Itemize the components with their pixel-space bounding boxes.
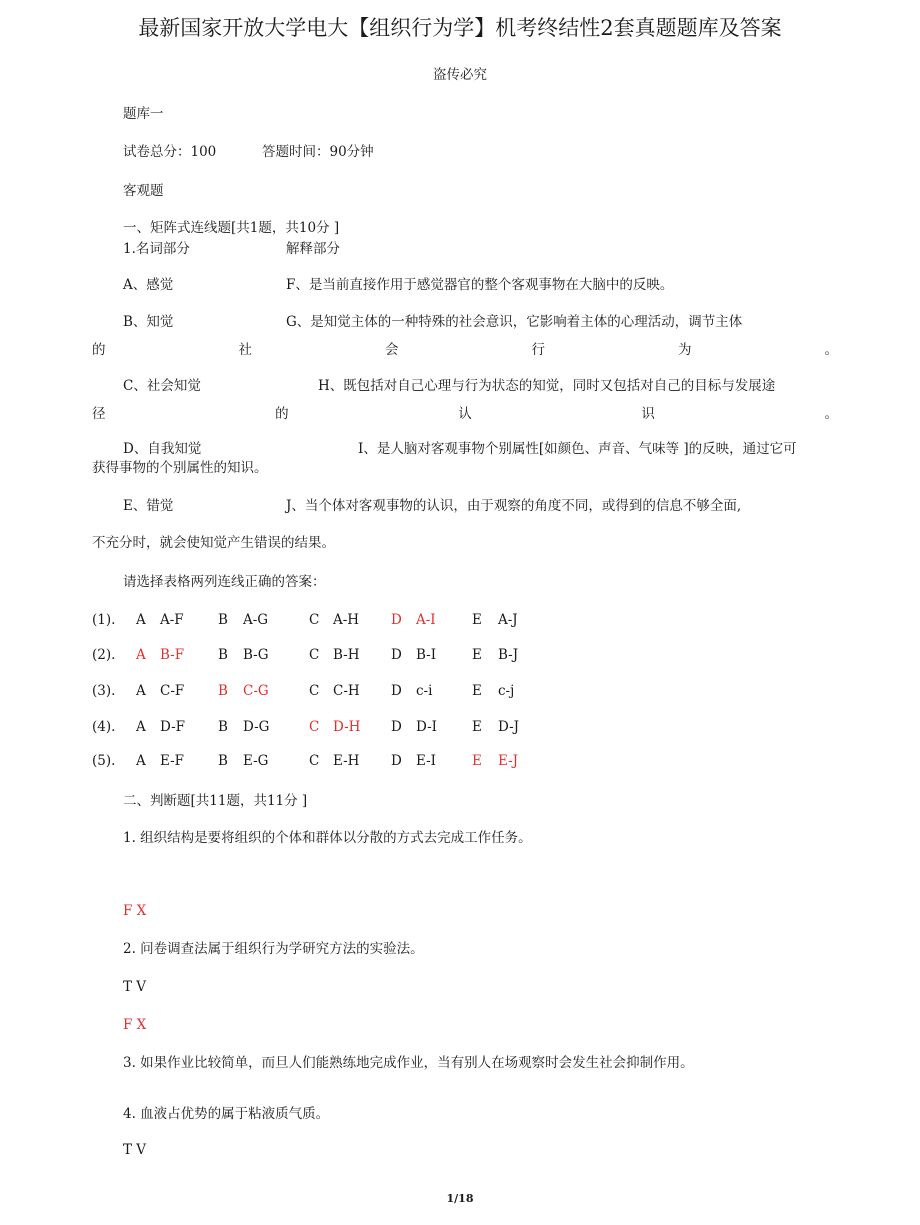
document-title: 最新国家开放大学电大【组织行为学】机考终结性2套真题题库及答案 [138,16,782,40]
column-terms-header: 1.名词部分 [123,241,190,257]
bank-label: 题库一 [123,106,164,122]
answer-option-value: B-H [333,647,360,663]
answer-option-value: A-F [160,612,184,628]
answer-option-letter: B [218,647,228,663]
term-e: E、错觉 [123,498,174,514]
answer-option-letter: B [218,612,228,628]
answer-option-value: E-J [498,753,519,769]
answer-option-value: D-H [333,719,361,735]
answer-option-letter: D [391,647,402,663]
answer-option-value: D-F [160,719,186,735]
answer-option-value: E-F [160,753,185,769]
section1-heading: 一、矩阵式连线题[共1题，共10分 ] [123,220,340,236]
answer-option-value: C-G [243,683,269,699]
answer-option-value: B-G [243,647,269,663]
column-defs-header: 解释部分 [286,241,340,257]
def-f: F、是当前直接作用于感觉器官的整个客观事物在大脑中的反映。 [286,277,674,293]
answer-option-value: B-I [416,647,437,663]
answer-option-letter: B [218,683,228,699]
question-2-answer: F X [123,1017,147,1033]
objective-label: 客观题 [123,183,164,199]
answer-option-letter: A [136,719,146,735]
answer-option-value: c-j [498,683,515,699]
section2-heading: 二、判断题[共11题，共11分 ] [123,793,308,809]
answer-option-value: A-H [333,612,360,628]
answer-option-letter: C [309,612,320,628]
question-1: 1. 组织结构是要将组织的个体和群体以分散的方式去完成工作任务。 [123,830,532,846]
term-d: D、自我知觉 [123,441,202,457]
subtitle: 盗传必究 [433,67,487,83]
def-g: G、是知觉主体的一种特殊的社会意识，它影响着主体的心理活动，调节主体 [286,314,743,330]
answer-option-letter: A [136,753,146,769]
answer-option-letter: C [309,719,320,735]
answer-option-letter: A [136,647,146,663]
answer-row-number: (4). [92,719,116,735]
answer-row-number: (3). [92,683,116,699]
answer-option-value: E-I [416,753,436,769]
question-4-option-true: T V [123,1142,147,1158]
question-3: 3. 如果作业比较简单，而旦人们能熟练地完成作业，当有别人在场观察时会发生社会抑制作用。 [123,1055,694,1071]
def-j-continuation: 不充分时，就会使知觉产生错误的结果。 [92,535,335,551]
exam-time: 答题时间：90分钟 [262,144,374,160]
answer-option-value: C-F [160,683,185,699]
answer-row-number: (1). [92,612,116,628]
answer-option-letter: A [136,612,146,628]
answer-option-value: D-J [498,719,520,735]
def-i-continuation: 获得事物的个别属性的知识。 [92,460,268,476]
question-1-answer: F X [123,903,147,919]
def-i: I、是人脑对客观事物个别属性[如颜色、声音、气味等 ]的反映，通过它可 [358,441,797,457]
answer-option-letter: D [391,683,402,699]
question-2-option-true: T V [123,979,147,995]
answer-option-value: D-I [416,719,437,735]
answer-option-value: E-H [333,753,360,769]
def-h: H、既包括对自己心理与行为状态的知觉，同时又包括对自己的目标与发展途 [318,378,776,394]
def-j: J、当个体对客观事物的认识，由于观察的角度不同，或得到的信息不够全面, [286,498,742,514]
answer-option-value: C-H [333,683,360,699]
term-a: A、感觉 [123,277,174,293]
answer-option-letter: B [218,753,228,769]
answer-option-letter: B [218,719,228,735]
answer-option-letter: C [309,683,320,699]
answer-option-value: A-I [416,612,436,628]
answer-option-letter: E [472,612,482,628]
answer-option-value: A-J [498,612,518,628]
answer-option-letter: A [136,683,146,699]
answer-row-number: (2). [92,647,116,663]
answer-option-value: B-F [160,647,185,663]
answer-option-value: E-G [243,753,269,769]
page-number: 1/18 [446,1192,474,1205]
matching-prompt: 请选择表格两列连线正确的答案： [123,574,326,590]
answer-option-value: B-J [498,647,519,663]
def-h-continuation: 径 的 认 识 。 [92,406,838,422]
answer-option-letter: D [391,753,402,769]
question-2: 2. 问卷调查法属于组织行为学研究方法的实验法。 [123,941,424,957]
question-4: 4. 血液占优势的属于粘液质气质。 [123,1106,330,1122]
answer-option-letter: E [472,753,482,769]
total-score: 试卷总分：100 [123,144,217,160]
answer-option-letter: D [391,612,402,628]
term-b: B、知觉 [123,314,174,330]
answer-option-letter: C [309,753,320,769]
answer-option-value: c-i [416,683,433,699]
term-c: C、社会知觉 [123,378,201,394]
answer-option-value: A-G [243,612,269,628]
answer-row-number: (5). [92,753,116,769]
answer-option-letter: E [472,683,482,699]
def-g-continuation: 的 社 会 行 为 。 [92,342,838,358]
answer-option-letter: E [472,719,482,735]
answer-option-letter: C [309,647,320,663]
answer-option-value: D-G [243,719,270,735]
answer-option-letter: E [472,647,482,663]
answer-option-letter: D [391,719,402,735]
